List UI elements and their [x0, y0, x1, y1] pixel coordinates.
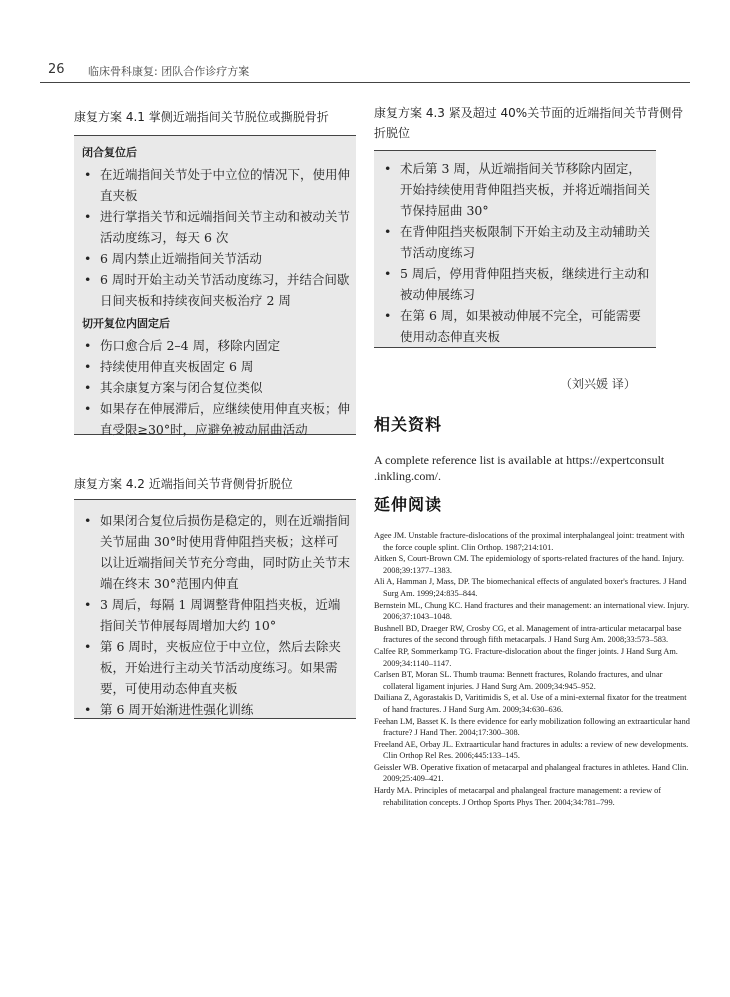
- related-heading: 相关资料: [374, 415, 443, 434]
- list-item: • 术后第 3 周，从近端指间关节移除内固定，开始持续使用背伸阻挡夹板，并将近端指间关节保持屈曲 30°: [382, 158, 650, 221]
- list-item: • 在背伸阻挡夹板限制下开始主动及主动辅助关节活动度练习: [382, 221, 650, 263]
- list-item: • 如果闭合复位后损伤是稳定的，则在近端指间关节屈曲 30°时使用背伸阻挡夹板；这样可以让近端指间关节充分弯曲，同时防止关节末端在终末 30°范围内伸直: [82, 510, 350, 594]
- reference-item: Bushnell BD, Draeger RW, Crosby CG, et al. Management of intra-articular metacarpal base fractures of the second through fifth metacarpals. J Hand Surg Am. 2008;33:573–583.: [374, 623, 682, 645]
- list-item: • 6 周内禁止近端指间关节活动: [82, 248, 350, 269]
- list-item: • 第 6 周开始渐进性强化训练: [82, 699, 350, 720]
- list-item: • 伤口愈合后 2–4 周，移除内固定: [82, 335, 350, 356]
- reference-item: Geissler WB. Operative fixation of metacarpal and phalangeal fractures in athletes. Hand Clin. 2009;25:409–421.: [374, 762, 689, 784]
- plan-4-2-list: [82, 510, 350, 720]
- plan-4-3-box: [374, 150, 656, 348]
- list-item: • 其余康复方案与闭合复位类似: [82, 377, 350, 398]
- plan-4-2-title: 康复方案 4.2 近端指间关节背侧骨折脱位: [74, 477, 293, 491]
- list-item: • 进行掌指关节和远端指间关节主动和被动关节活动度练习，每天 6 次: [82, 206, 350, 248]
- related-text: A complete reference list is available at https://expertconsult .inkling.com/.: [374, 453, 665, 483]
- running-header: [40, 60, 690, 83]
- list-item: • 3 周后，每隔 1 周调整背伸阻挡夹板，近端指间关节伸展每周增加大约 10°: [82, 594, 350, 636]
- plan-4-2-box: [74, 499, 356, 719]
- book-title: 临床骨科康复: 团队合作诊疗方案: [88, 65, 250, 78]
- reference-item: Calfee RP, Sommerkamp TG. Fracture-dislocation about the finger joints. J Hand Surg Am. 2009;34:1140–1147.: [374, 646, 678, 668]
- list-item: • 如果存在伸展滞后，应继续使用伸直夹板；伸直受限≥30°时，应避免被动屈曲活动: [82, 398, 350, 440]
- list-item: • 5 周后，停用背伸阻挡夹板，继续进行主动和被动伸展练习: [382, 263, 650, 305]
- reference-item: Aitken S, Court-Brown CM. The epidemiology of sports-related fractures of the hand. Injury. 2008;39:1377–1383.: [374, 554, 684, 575]
- page-number: 26: [48, 62, 65, 77]
- reference-item: Feehan LM, Basset K. Is there evidence for early mobilization following an extraarticular hand fracture? J Hand Ther. 2004;17:300–308.: [374, 716, 690, 738]
- closed-reduction-heading: 闭合复位后: [82, 146, 137, 159]
- list-item: • 在近端指间关节处于中立位的情况下，使用伸直夹板: [82, 164, 350, 206]
- reference-item: Freeland AE, Orbay JL. Extraarticular hand fractures in adults: a review of new developments. Clin Orthop Rel Res. 2006;445:133–145.: [374, 739, 689, 761]
- plan-4-3-list: [382, 158, 650, 347]
- reference-item: Carlsen BT, Moran SL. Thumb trauma: Bennett fractures, Rolando fractures, and ulnar collateral ligament injuries. J Hand Surg Am. 2009;34:945–952.: [374, 670, 663, 691]
- list-item: • 第 6 周时，夹板应位于中立位，然后去除夹板，开始进行主动关节活动度练习。如果需要，可使用动态伸直夹板: [82, 636, 350, 699]
- plan-4-3-title-line1: 康复方案 4.3 紧及超过 40%关节面的近端指间关节背侧骨: [374, 106, 684, 120]
- open-reduction-list: [82, 335, 350, 440]
- list-item: • 在第 6 周，如果被动伸展不完全，可能需要使用动态伸直夹板: [382, 305, 650, 347]
- plan-4-3-title: [374, 103, 683, 143]
- reference-item: Bernstein ML, Chung KC. Hand fractures and their management: an international view. Injury. 2006;37:1043–1048.: [374, 600, 690, 622]
- plan-4-1-title: 康复方案 4.1 掌侧近端指间关节脱位或撕脱骨折: [74, 110, 329, 124]
- reference-item: Hardy MA. Principles of metacarpal and phalangeal fracture management: a review of rehabilitation concepts. J Orthop Sports Phys Ther. 2004;34:781–799.: [374, 786, 662, 807]
- list-item: • 持续使用伸直夹板固定 6 周: [82, 356, 350, 377]
- closed-reduction-list: [82, 164, 350, 311]
- reference-item: Ali A, Hamman J, Mass, DP. The biomechanical effects of angulated boxer's fractures. J Hand Surg Am. 1999;24:835–844.: [374, 577, 687, 598]
- further-reading-heading: 延伸阅读: [374, 495, 443, 514]
- reference-item: Dailiana Z, Agorastakis D, Varitimidis S, et al. Use of a mini-external fixator for the treatment of hand fractures. J Hand Surg Am. 2009;34:630–636.: [374, 693, 687, 714]
- list-item: • 6 周时开始主动关节活动度练习，并结合间歇日间夹板和持续夜间夹板治疗 2 周: [82, 269, 350, 311]
- plan-4-1-box: [74, 135, 356, 435]
- translator-credit: （刘兴媛 译）: [560, 377, 636, 391]
- reference-item: Agee JM. Unstable fracture-dislocations of the proximal interphalangeal joint: treatment with the force couple splint. Clin Orthop. 1987;214:101.: [374, 531, 685, 552]
- open-reduction-heading: 切开复位内固定后: [82, 317, 170, 330]
- plan-4-3-title-line2: 折脱位: [374, 126, 411, 140]
- reference-list: [374, 530, 690, 808]
